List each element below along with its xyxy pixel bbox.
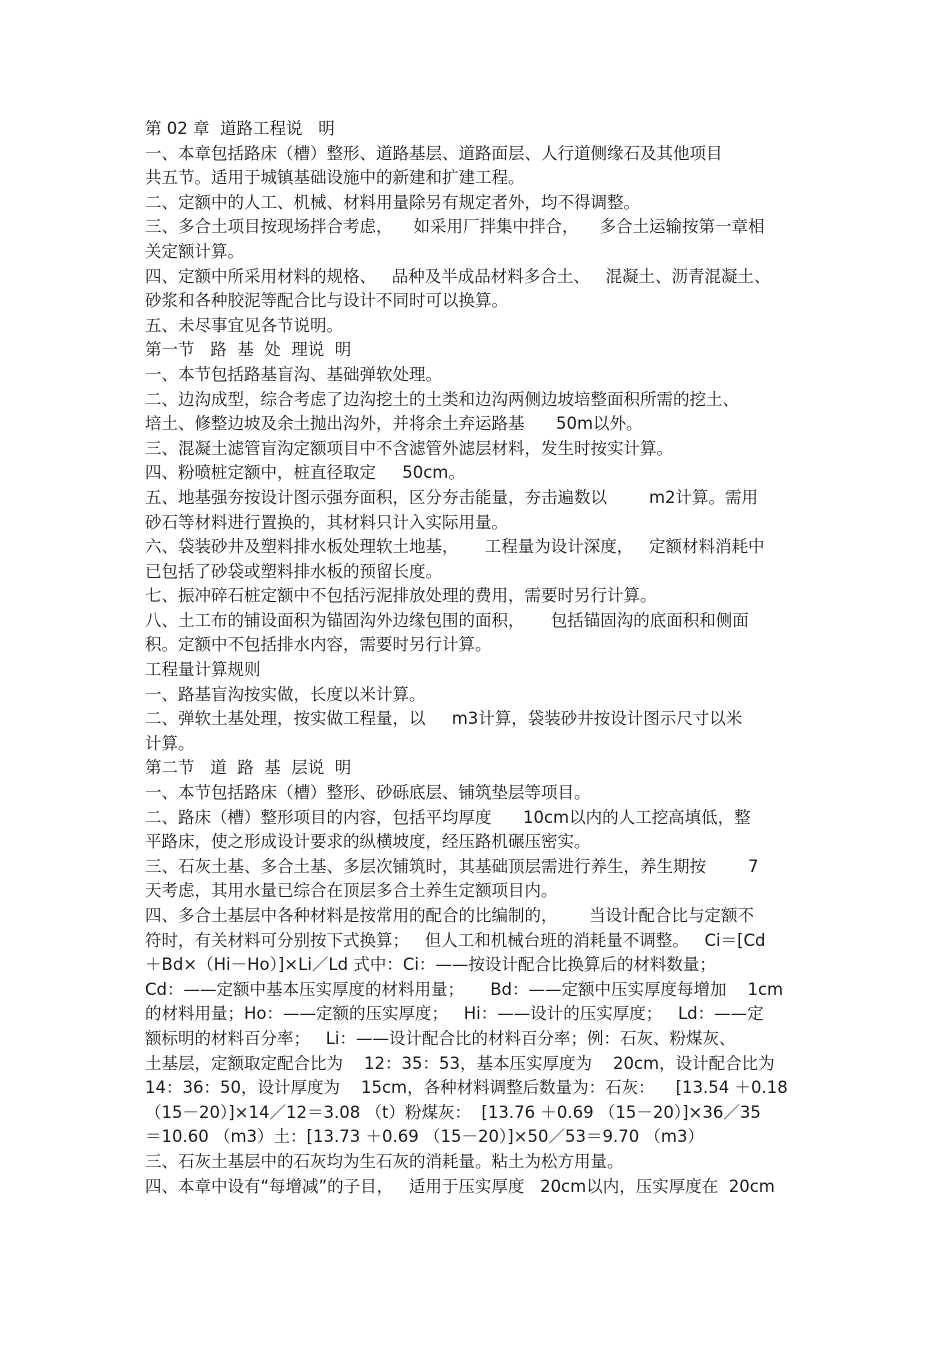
text-line: 平路床，使之形成设计要求的纵横坡度，经压路机碾压密实。 [145, 832, 591, 852]
text-line: （15－20）]×14／12＝3.08 （t）粉煤灰： [13.76 ＋0.69 （15－20）]×36／35 [145, 1102, 761, 1122]
text-line: 三、石灰土基、多合土基、多层次铺筑时，其基础顶层需进行养生，养生期按 7 [145, 856, 759, 876]
text-line: 二、路床（槽）整形项目的内容，包括平均厚度 10cm以内的人工挖高填低，整 [145, 807, 751, 827]
text-line: 第 02 章 道路工程说 明 [145, 119, 335, 138]
text-line: 六、袋装砂井及塑料排水板处理软土地基， 工程量为设计深度， 定额材料消耗中 [145, 537, 765, 557]
text-line: 计算。 [145, 733, 195, 753]
text-line: 共五节。适用于城镇基础设施中的新建和扩建工程。 [145, 168, 525, 188]
text-line: 三、多合土项目按现场拌合考虑， 如采用厂拌集中拌合， 多合土运输按第一章相 [145, 217, 765, 237]
text-line: 八、土工布的铺设面积为锚固沟外边缘包围的面积， 包括锚固沟的底面积和侧面 [145, 610, 749, 630]
text-line: 关定额计算。 [145, 241, 244, 261]
text-line: 第一节 路 基 处 理说 明 [145, 340, 352, 360]
text-line: 一、本节包括路基盲沟、基础弹软处理。 [145, 364, 442, 384]
text-line: 四、多合土基层中各种材料是按常用的配合的比编制的， 当设计配合比与定额不 [145, 906, 754, 925]
text-line: 一、本章包括路床（槽）整形、道路基层、道路面层、人行道侧缘石及其他项目 [145, 143, 723, 163]
text-line: 二、边沟成型，综合考虑了边沟挖土的土类和边沟两侧边坡培整面积所需的挖土、 [145, 389, 739, 409]
text-line: 一、路基盲沟按实做，长度以米计算。 [145, 684, 426, 704]
text-line: 二、定额中的人工、机械、材料用量除另有规定者外，均不得调整。 [145, 192, 640, 212]
text-line: 砂石等材料进行置换的，其材料只计入实际用量。 [145, 512, 508, 532]
text-line: 工程量计算规则 [145, 660, 261, 680]
text-line: ＋Bd×（Hi－Ho）]×Li／Ld 式中：Ci：——按设计配合比换算后的材料数量； [145, 955, 716, 975]
document-body [145, 117, 815, 1199]
text-line: 二、弹软土基处理，按实做工程量，以 m3计算，袋装砂井按设计图示尺寸以米 [145, 709, 743, 729]
text-line: 14：36：50，设计厚度为 15cm，各种材料调整后数量为：石灰： [13.54 ＋0.18 [145, 1078, 788, 1098]
text-line: 砂浆和各种胶泥等配合比与设计不同时可以换算。 [145, 291, 508, 311]
text-line: 三、石灰土基层中的石灰均为生石灰的消耗量。粘土为松方用量。 [145, 1151, 624, 1171]
text-line: 土基层，定额取定配合比为 12：35：53，基本压实厚度为 20cm，设计配合比为 [145, 1053, 775, 1073]
text-line: 第二节 道 路 基 层说 明 [145, 758, 352, 778]
text-line: 已包括了砂袋或塑料排水板的预留长度。 [145, 561, 442, 581]
text-line: ＝10.60 （m3）土：[13.73 ＋0.69 （15－20）]×50／53＝9.70 （m3） [145, 1127, 705, 1147]
text-line: 天考虑，其用水量已综合在顶层多合土养生定额项目内。 [145, 881, 558, 901]
text-line: 积。定额中不包括排水内容，需要时另行计算。 [145, 635, 492, 655]
text-line: 培土、修整边坡及余土抛出沟外，并将余土弃运路基 50m以外。 [145, 414, 643, 434]
text-line: 五、地基强夯按设计图示强夯面积，区分夯击能量，夯击遍数以 m2计算。需用 [145, 487, 759, 507]
text-line: 一、本节包括路床（槽）整形、砂砾底层、铺筑垫层等项目。 [145, 783, 591, 803]
text-line: 四、本章中设有“每增减”的子目， 适用于压实厚度 20cm以内，压实厚度在 20cm [145, 1176, 775, 1196]
text-line: 四、定额中所采用材料的规格、 品种及半成品材料多合土、 混凝土、沥青混凝土、 [145, 266, 771, 286]
text-line: 符时，有关材料可分别按下式换算； 但人工和机械台班的消耗量不调整。 Ci＝[Cd [145, 930, 766, 950]
text-line: 五、未尽事宜见各节说明。 [145, 315, 343, 335]
text-line: Cd：——定额中基本压实厚度的材料用量； Bd：——定额中压实厚度每增加 1cm [145, 979, 784, 999]
text-line: 额标明的材料百分率； Li：——设计配合比的材料百分率；例：石灰、粉煤灰、 [145, 1028, 736, 1048]
text-line: 四、粉喷桩定额中，桩直径取定 50cm。 [145, 463, 465, 483]
text-line: 七、振冲碎石桩定额中不包括污泥排放处理的费用，需要时另行计算。 [145, 586, 657, 606]
text-line: 三、混凝土滤管盲沟定额项目中不含滤管外滤层材料，发生时按实计算。 [145, 438, 673, 458]
text-line: 的材料用量；Ho：——定额的压实厚度； Hi：——设计的压实厚度； Ld：——定 [145, 1004, 764, 1024]
